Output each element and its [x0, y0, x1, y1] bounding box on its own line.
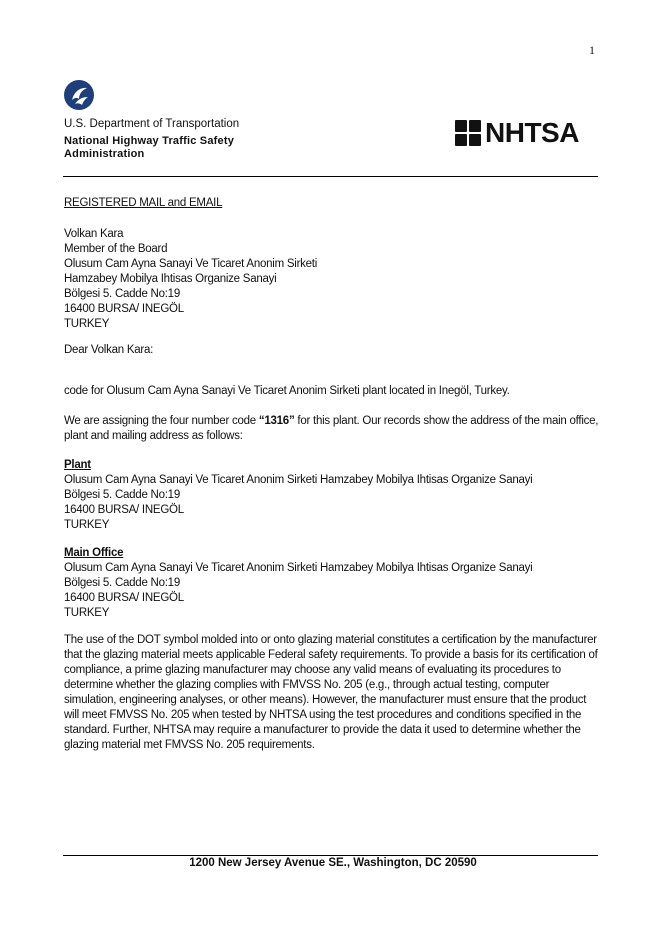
nhtsa-logo-text: NHTSA: [485, 117, 579, 148]
car-icon: [455, 134, 467, 146]
plant-line4: TURKEY: [64, 519, 110, 531]
plant-heading: Plant: [64, 459, 91, 471]
plant-line3: 16400 BURSA/ INEGÖL: [64, 504, 184, 516]
header-divider: [63, 176, 598, 177]
main-office-line4: TURKEY: [64, 607, 110, 619]
recipient-name: Volkan Kara: [64, 228, 124, 240]
recipient-company: Olusum Cam Ayna Sanayi Ve Ticaret Anonim Sirketi: [64, 258, 318, 270]
footer-divider: [63, 855, 598, 856]
main-office-address-block: [64, 546, 599, 621]
intro-text: code for Olusum Cam Ayna Sanayi Ve Ticaret Anonim Sirketi plant located in Inegöl, Turkey.: [64, 385, 510, 397]
nhtsa-safety-icons: [455, 120, 481, 146]
recipient-country: TURKEY: [64, 318, 110, 330]
plant-line1: Olusum Cam Ayna Sanayi Ve Ticaret Anonim Sirketi Hamzabey Mobilya Ihtisas Organize Sanayi: [64, 474, 533, 486]
recipient-address2: Bölgesi 5. Cadde No:19: [64, 288, 180, 300]
main-office-line3: 16400 BURSA/ INEGÖL: [64, 592, 184, 604]
recipient-block: [64, 227, 599, 332]
plant-address-block: [64, 458, 599, 533]
agency-name-line1: National Highway Traffic Safety: [64, 135, 235, 147]
assigned-code: “1316”: [258, 415, 295, 427]
recipient-address3: 16400 BURSA/ INEGÖL: [64, 303, 184, 315]
salutation: Dear Volkan Kara:: [64, 344, 154, 356]
assign-pre: We are assigning the four number code: [64, 415, 259, 427]
plant-line2: Bölgesi 5. Cadde No:19: [64, 489, 180, 501]
seatbelt-icon: [455, 120, 467, 132]
footer-address: 1200 New Jersey Avenue SE., Washington, DC 20590: [189, 857, 477, 869]
main-office-line1: Olusum Cam Ayna Sanayi Ve Ticaret Anonim Sirketi Hamzabey Mobilya Ihtisas Organize Sanayi: [64, 562, 533, 574]
pedestrian-icon: [469, 120, 481, 132]
main-office-line2: Bölgesi 5. Cadde No:19: [64, 577, 180, 589]
agency-name-line2: Administration: [64, 148, 145, 160]
recipient-address1: Hamzabey Mobilya Ihtisas Organize Sanayi: [64, 273, 277, 285]
certification-paragraph: The use of the DOT symbol molded into or onto glazing material constitutes a certification by the manufacturer that the glazing material meets applicable Federal safety requirements. To provide a basis for its certification of compliance, a prime glazing manufacturer may choose any valid means of evaluating its procedures to determine whether the glazing complies with FMVSS No. 205 (e.g., through actual testing, computer simulation, engineering analyses, or other means). However, the manufacturer must ensure that the product will meet FMVSS No. 205 when tested by NHTSA using the test procedures and conditions specified in the standard. Further, NHTSA may require a manufacturer to provide the data it used to determine whether the glazing material met FMVSS No. 205 requirements.: [64, 634, 598, 751]
delivery-method: REGISTERED MAIL and EMAIL: [64, 197, 223, 209]
code-assignment-paragraph: [64, 414, 599, 444]
dot-department: U.S. Department of Transportation: [64, 118, 240, 130]
assign-post: for this plant. Our records show the address of the main office, plant and mailing address as follows:: [64, 415, 599, 442]
star-icon: [469, 134, 481, 146]
page-number: 1: [589, 43, 595, 57]
recipient-title: Member of the Board: [64, 243, 168, 255]
dot-logo-icon: [64, 80, 94, 110]
main-office-heading: Main Office: [64, 547, 124, 559]
nhtsa-logo: [455, 118, 579, 148]
